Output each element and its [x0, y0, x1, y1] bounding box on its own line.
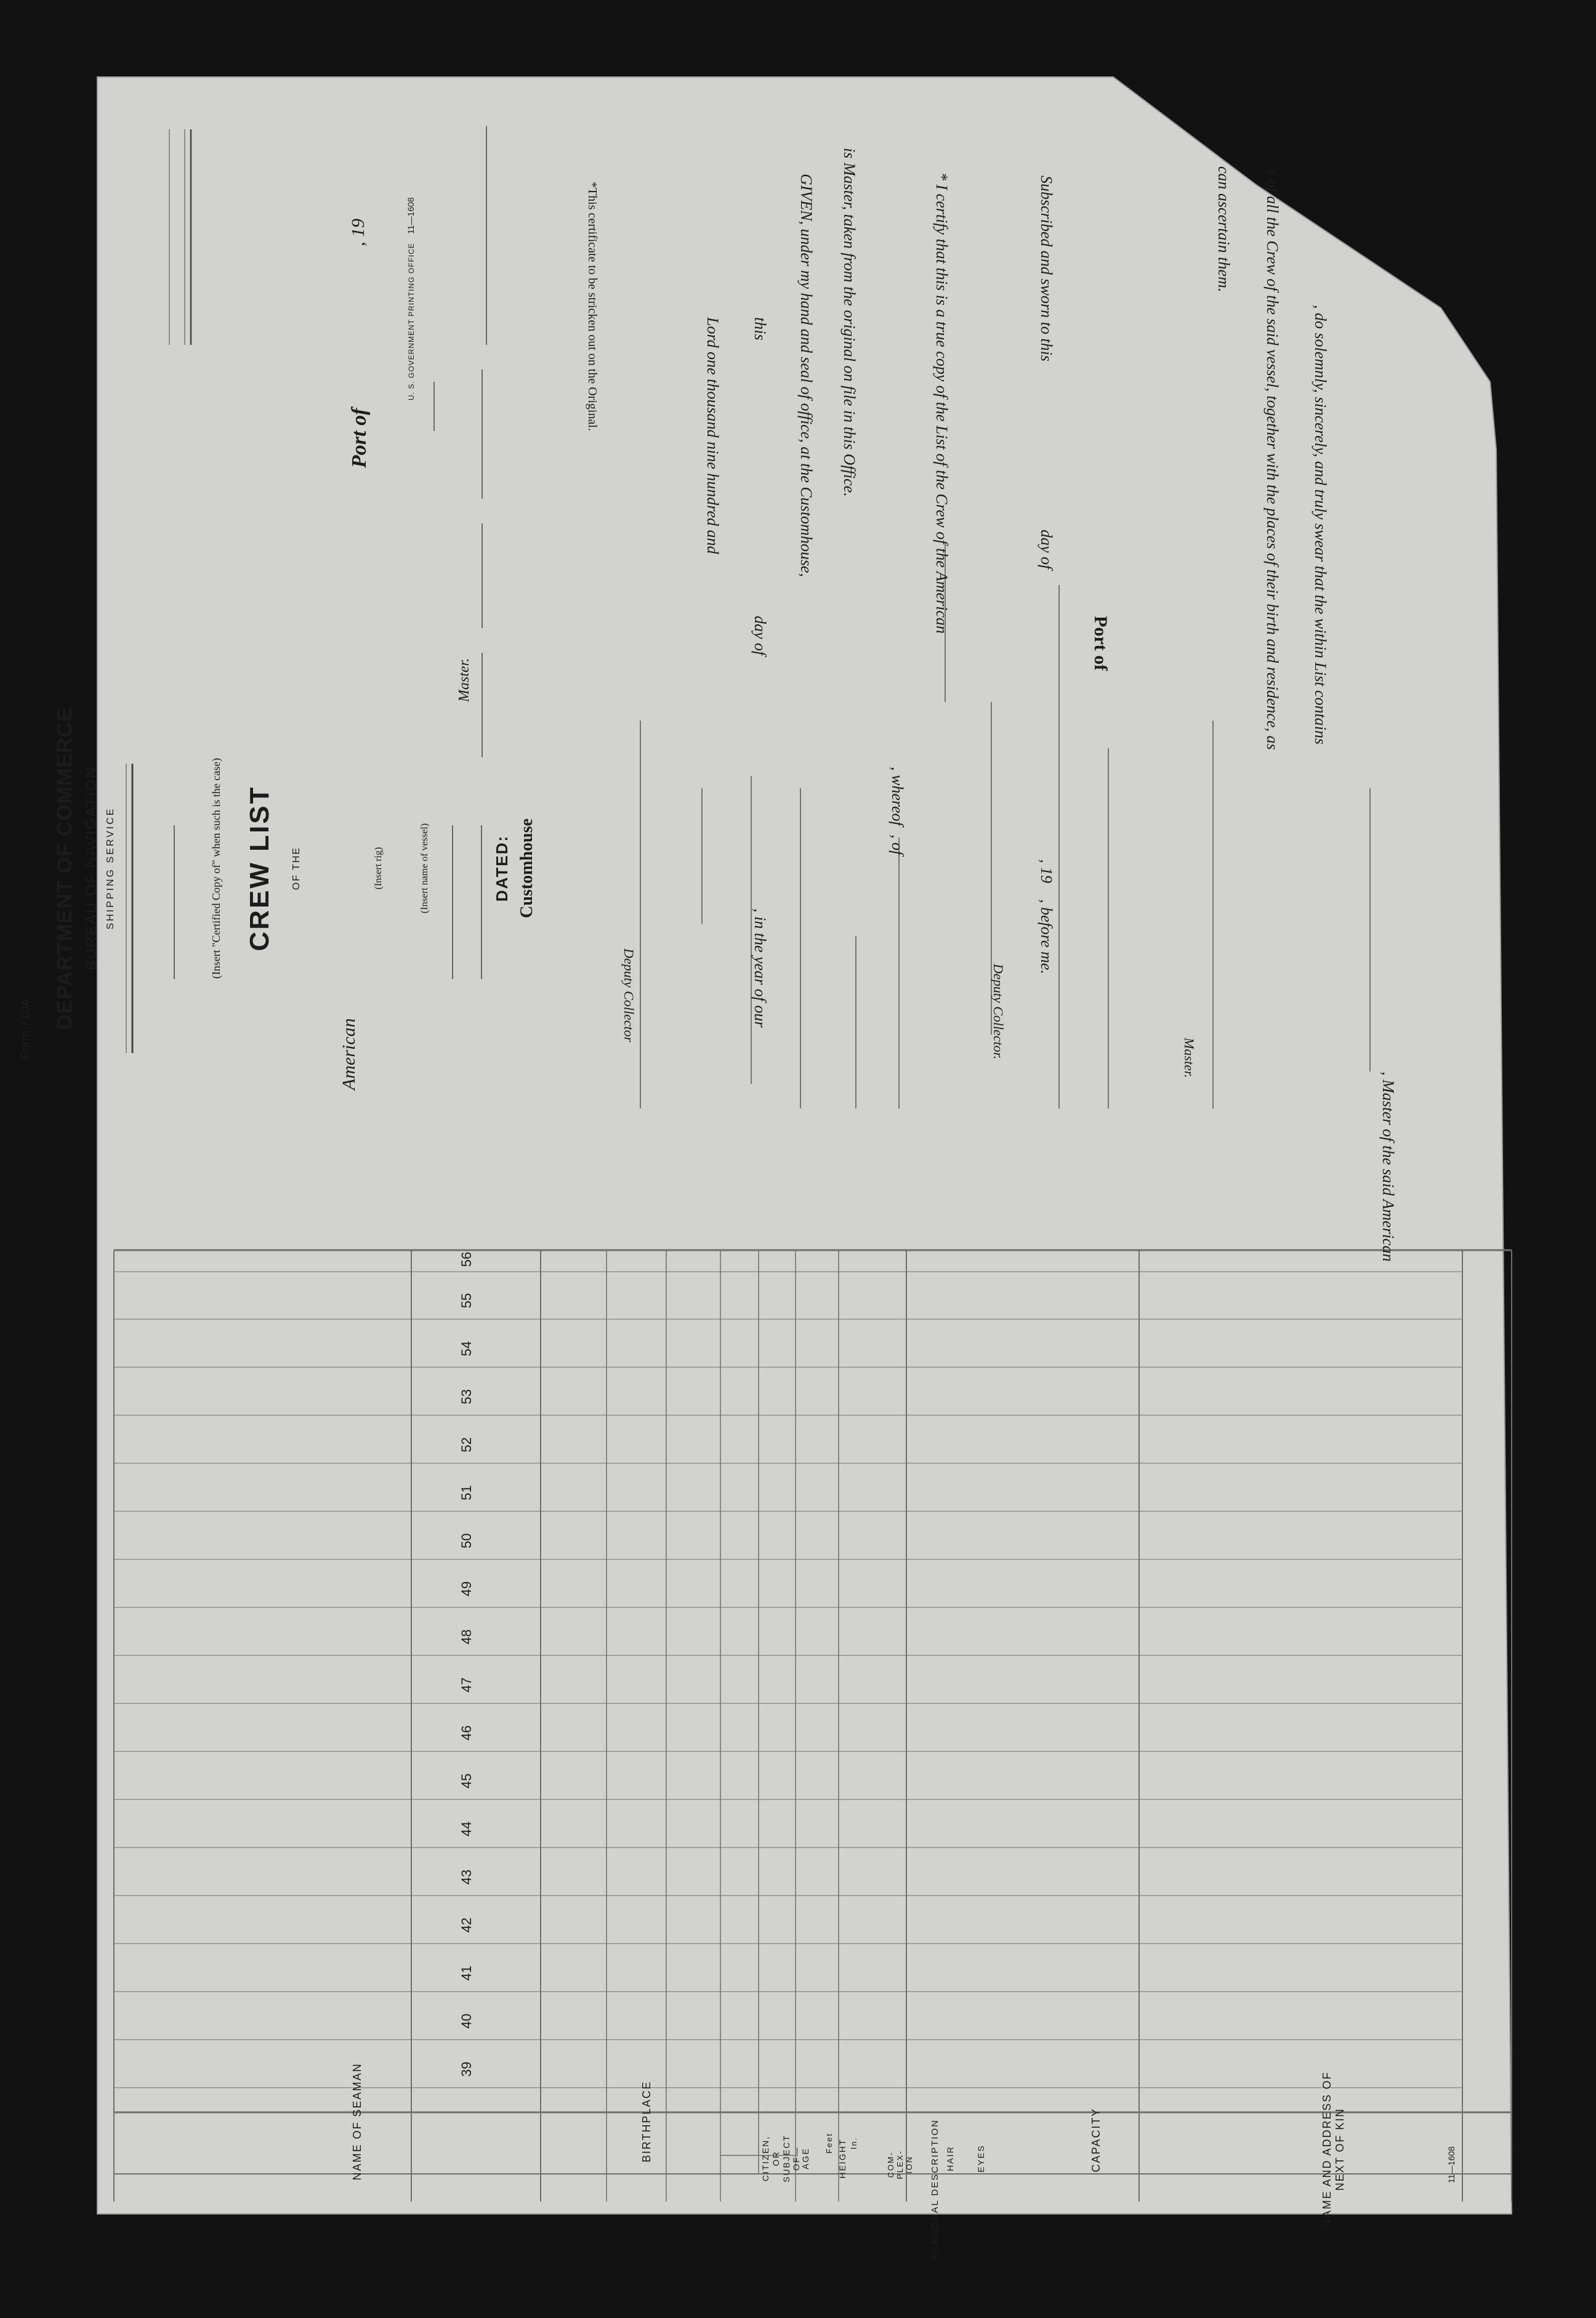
row-number: 47: [459, 1677, 474, 1693]
row-number: 50: [459, 1533, 474, 1549]
row-number: 55: [459, 1293, 474, 1309]
printer-imprint: U. S. GOVERNMENT PRINTING OFFICE: [407, 243, 416, 400]
row-number: 51: [459, 1485, 474, 1501]
dated-label: DATED:: [493, 834, 511, 902]
cover-year: , 19: [348, 219, 368, 246]
col-header-eyes: EYES: [976, 2144, 986, 2173]
col-header-capacity: CAPACITY: [1090, 2107, 1102, 2173]
insert-certified-note: (Insert "Certified Copy of" when such is the case): [210, 757, 222, 979]
row-number: 49: [459, 1581, 474, 1597]
row-number: 53: [459, 1389, 474, 1405]
crew-table: [0, 1250, 1596, 2259]
insert-vessel-note: (Insert name of vessel): [419, 823, 430, 914]
row-number: 45: [459, 1773, 474, 1789]
col-header-feet: Feet: [824, 2132, 834, 2154]
american-label: American: [339, 1018, 359, 1090]
of-the-label: OF THE: [291, 846, 302, 890]
sworn-part-1: Subscribed and sworn to this: [1038, 176, 1055, 361]
col-header-hair: HAIR: [945, 2146, 955, 2171]
cert-line-5: GIVEN, under my hand and seal of office, at the Customhouse,: [797, 174, 815, 577]
cover-panel-lower: [7, 111, 549, 1109]
master-label: Master.: [456, 658, 472, 702]
row-number: 54: [459, 1341, 474, 1357]
oath-line-4: can ascertain them.: [1215, 166, 1233, 293]
col-header-name: NAME OF SEAMAN: [351, 2062, 363, 2181]
cert-line-whereof: , whereof: [889, 767, 906, 826]
department-title: DEPARTMENT OF COMMERCE: [53, 707, 76, 1030]
form-number: Form 710A: [19, 998, 33, 1059]
row-number: 46: [459, 1725, 474, 1741]
oath-line-2: , do solemnly, sincerely, and truly swear that the within List contains: [1312, 305, 1329, 745]
cert-line-4: is Master, taken from the original on file in this Office.: [840, 148, 858, 497]
deputy-collector-2: Deputy Collector: [621, 948, 637, 1043]
insert-rig-note: (Insert rig): [373, 847, 384, 890]
cert-line-of: , of: [889, 834, 906, 855]
service-title: SHIPPING SERVICE: [105, 807, 116, 930]
row-number: 41: [459, 1965, 474, 1981]
oath-line-3: s of all the Crew of the said vessel, together with the places of their birth and residence, as: [1264, 169, 1281, 750]
deputy-collector-1: Deputy Collector.: [991, 964, 1006, 1060]
col-header-personal: PERSONAL DESCRIPTION: [930, 2119, 940, 2259]
footnote: *This certificate to be stricken out on the Original.: [586, 182, 599, 431]
sworn-part-2: day of: [1038, 530, 1055, 570]
oath-line-1: , Master of the said American: [1379, 1072, 1397, 1262]
col-header-height: HEIGHT: [837, 2138, 847, 2179]
master-signature-label: Master.: [1182, 1038, 1197, 1078]
crew-list-title: CREW LIST: [244, 785, 275, 951]
customhouse-label: Customhouse: [517, 818, 536, 918]
row-number: 44: [459, 1821, 474, 1837]
row-number: 43: [459, 1869, 474, 1885]
col-header-next-of-kin: NAME AND ADDRESS OF NEXT OF KIN: [1321, 2071, 1346, 2227]
cert-line-1: * I certify that this is a true copy of the List of the Crew of the American: [933, 172, 951, 634]
port-of-label: Port of: [1090, 616, 1111, 671]
sworn-part-4: , before me.: [1038, 899, 1055, 974]
cert-line-this: this: [751, 317, 769, 341]
col-header-citizen: CITIZEN, OR SUBJECT OF—: [760, 2134, 802, 2183]
col-header-inches: In.: [849, 2136, 858, 2150]
row-number: 39: [459, 2061, 474, 2077]
col-header-complexion: COM- PLEX- ION: [886, 2150, 914, 2179]
cert-line-9: Lord one thousand nine hundred and: [704, 317, 722, 554]
cert-line-day-of: day of: [751, 616, 769, 656]
cert-line-year: , in the year of our: [751, 908, 769, 1028]
row-number: 48: [459, 1629, 474, 1645]
col-header-birthplace: BIRTHPLACE: [640, 2080, 653, 2163]
row-number: 40: [459, 2013, 474, 2029]
sworn-part-3: , 19: [1038, 859, 1055, 883]
row-number: 56: [459, 1251, 474, 1267]
cover-form-number: 11—1608: [406, 197, 416, 234]
row-number: 42: [459, 1917, 474, 1933]
cover-port-of: Port of: [348, 408, 371, 468]
bureau-title: BUREAU OF NAVIGATION: [83, 766, 100, 971]
col-header-age: AGE: [800, 2147, 810, 2170]
row-number: 52: [459, 1437, 474, 1453]
edge-form-mark: 11—1608: [1446, 2146, 1456, 2183]
